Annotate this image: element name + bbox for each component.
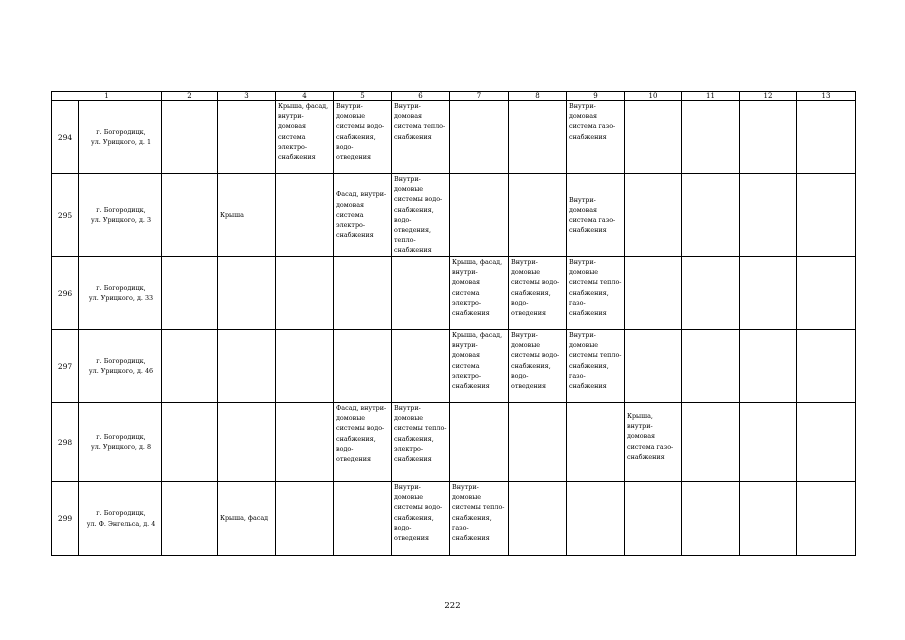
column-header-7: 7 xyxy=(450,92,509,101)
cell-col-11 xyxy=(682,482,740,556)
column-header-2: 2 xyxy=(162,92,218,101)
cell-col-7: Крыша, фасад, внутри- домовая система электро- снабжения xyxy=(450,330,509,403)
column-header-5: 5 xyxy=(334,92,392,101)
table-row xyxy=(52,257,856,330)
column-header-8: 8 xyxy=(509,92,567,101)
document-table-sheet xyxy=(51,91,855,556)
cell-col-10 xyxy=(625,330,682,403)
row-number: 295 xyxy=(52,174,79,257)
column-header-10: 10 xyxy=(625,92,682,101)
cell-col-12 xyxy=(740,101,797,174)
cell-col-2 xyxy=(162,174,218,257)
cell-col-13 xyxy=(797,403,856,482)
cell-col-12 xyxy=(740,257,797,330)
cell-col-13 xyxy=(797,101,856,174)
cell-col-9: Внутри- домовая система газо- снабжения xyxy=(567,101,625,174)
cell-col-7: Внутри- домовые системы тепло- снабжения, газо- снабжения xyxy=(450,482,509,556)
cell-col-6 xyxy=(392,257,450,330)
cell-col-2 xyxy=(162,101,218,174)
row-number: 298 xyxy=(52,403,79,482)
cell-col-9: Внутри- домовые системы тепло- снабжения, газо- снабжения xyxy=(567,257,625,330)
cell-col-12 xyxy=(740,482,797,556)
cell-col-6: Внутри- домовые системы тепло- снабжения, электро- снабжения xyxy=(392,403,450,482)
cell-col-11 xyxy=(682,174,740,257)
cell-col-4 xyxy=(276,330,334,403)
page-number: 222 xyxy=(444,601,461,611)
cell-col-13 xyxy=(797,330,856,403)
cell-col-3 xyxy=(218,257,276,330)
cell-col-13 xyxy=(797,257,856,330)
column-header-11: 11 xyxy=(682,92,740,101)
cell-col-13 xyxy=(797,174,856,257)
cell-col-8 xyxy=(509,482,567,556)
column-number-header-row xyxy=(52,92,856,101)
cell-col-2 xyxy=(162,482,218,556)
cell-col-4 xyxy=(276,257,334,330)
cell-col-4 xyxy=(276,403,334,482)
table-row xyxy=(52,330,856,403)
cell-col-3 xyxy=(218,403,276,482)
row-number: 297 xyxy=(52,330,79,403)
repair-schedule-table xyxy=(51,91,856,556)
cell-col-8 xyxy=(509,101,567,174)
cell-col-13 xyxy=(797,482,856,556)
cell-col-10 xyxy=(625,482,682,556)
row-address: г. Богородицк, ул. Урицкого, д. 3 xyxy=(79,174,162,257)
cell-col-2 xyxy=(162,257,218,330)
cell-col-6: Внутри- домовая система тепло- снабжения xyxy=(392,101,450,174)
cell-col-8 xyxy=(509,403,567,482)
row-address: г. Богородицк, ул. Ф. Энгельса, д. 4 xyxy=(79,482,162,556)
row-address: г. Богородицк, ул. Урицкого, д. 46 xyxy=(79,330,162,403)
cell-col-7 xyxy=(450,174,509,257)
row-address: г. Богородицк, ул. Урицкого, д. 1 xyxy=(79,101,162,174)
cell-col-8: Внутри- домовые системы водо- снабжения, водо- отведения xyxy=(509,330,567,403)
cell-col-6: Внутри- домовые системы водо- снабжения, водо- отведения, тепло- снабжения xyxy=(392,174,450,257)
cell-col-10: Крыша, внутри- домовая система газо- снабжения xyxy=(625,403,682,482)
cell-col-9 xyxy=(567,482,625,556)
cell-col-10 xyxy=(625,174,682,257)
cell-col-7 xyxy=(450,403,509,482)
cell-col-4 xyxy=(276,482,334,556)
cell-col-5: Внутри- домовые системы водо- снабжения, водо- отведения xyxy=(334,101,392,174)
column-header-4: 4 xyxy=(276,92,334,101)
cell-col-6: Внутри- домовые системы водо- снабжения, водо- отведения xyxy=(392,482,450,556)
cell-col-11 xyxy=(682,101,740,174)
cell-col-9: Внутри- домовые системы тепло- снабжения, газо- снабжения xyxy=(567,330,625,403)
cell-col-11 xyxy=(682,330,740,403)
column-header-9: 9 xyxy=(567,92,625,101)
cell-col-12 xyxy=(740,174,797,257)
cell-col-6 xyxy=(392,330,450,403)
cell-col-4: Крыша, фасад, внутри- домовая система электро- снабжения xyxy=(276,101,334,174)
cell-col-9: Внутри- домовая система газо- снабжения xyxy=(567,174,625,257)
table-row xyxy=(52,174,856,257)
cell-col-7: Крыша, фасад, внутри- домовая система электро- снабжения xyxy=(450,257,509,330)
cell-col-10 xyxy=(625,101,682,174)
row-number: 294 xyxy=(52,101,79,174)
cell-col-5: Фасад, внутри- домовые системы водо- снабжения, водо- отведения xyxy=(334,403,392,482)
table-row xyxy=(52,403,856,482)
table-row xyxy=(52,482,856,556)
cell-col-8: Внутри- домовые системы водо- снабжения, водо- отведения xyxy=(509,257,567,330)
column-header-1: 1 xyxy=(52,92,162,101)
cell-col-4 xyxy=(276,174,334,257)
cell-col-10 xyxy=(625,257,682,330)
cell-col-5 xyxy=(334,330,392,403)
row-address: г. Богородицк, ул. Урицкого, д. 33 xyxy=(79,257,162,330)
column-header-6: 6 xyxy=(392,92,450,101)
cell-col-5: Фасад, внутри- домовая система электро- снабжения xyxy=(334,174,392,257)
cell-col-8 xyxy=(509,174,567,257)
cell-col-11 xyxy=(682,257,740,330)
cell-col-3: Крыша, фасад xyxy=(218,482,276,556)
cell-col-3 xyxy=(218,101,276,174)
cell-col-2 xyxy=(162,330,218,403)
cell-col-7 xyxy=(450,101,509,174)
cell-col-11 xyxy=(682,403,740,482)
cell-col-12 xyxy=(740,403,797,482)
cell-col-9 xyxy=(567,403,625,482)
cell-col-3 xyxy=(218,330,276,403)
column-header-13: 13 xyxy=(797,92,856,101)
cell-col-2 xyxy=(162,403,218,482)
column-header-3: 3 xyxy=(218,92,276,101)
column-header-12: 12 xyxy=(740,92,797,101)
cell-col-12 xyxy=(740,330,797,403)
cell-col-5 xyxy=(334,257,392,330)
cell-col-5 xyxy=(334,482,392,556)
row-number: 296 xyxy=(52,257,79,330)
cell-col-3: Крыша xyxy=(218,174,276,257)
row-address: г. Богородицк, ул. Урицкого, д. 8 xyxy=(79,403,162,482)
table-row xyxy=(52,101,856,174)
row-number: 299 xyxy=(52,482,79,556)
